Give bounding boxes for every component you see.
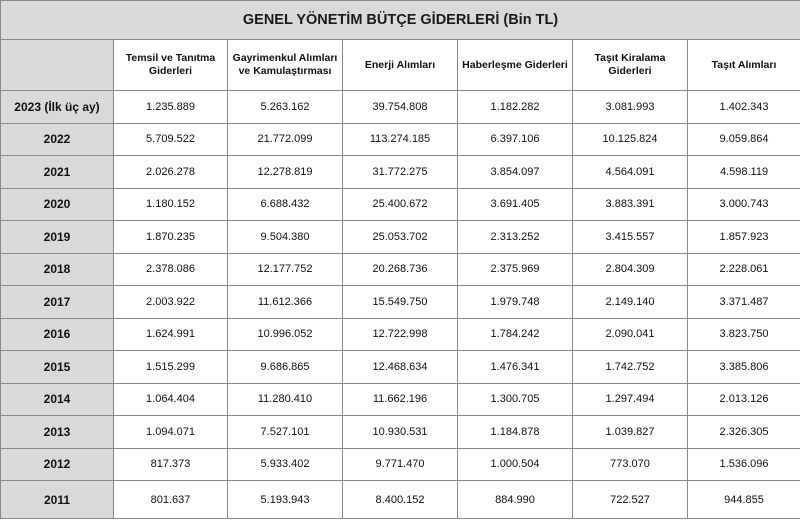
year-cell: 2017	[1, 286, 114, 319]
year-cell: 2018	[1, 253, 114, 286]
value-cell: 1.182.282	[458, 91, 573, 124]
value-cell: 1.039.827	[573, 416, 688, 449]
value-cell: 12.468.634	[343, 351, 458, 384]
header-corner	[1, 40, 114, 91]
value-cell: 12.177.752	[228, 253, 343, 286]
value-cell: 8.400.152	[343, 481, 458, 519]
value-cell: 3.823.750	[688, 318, 800, 351]
value-cell: 9.771.470	[343, 448, 458, 481]
value-cell: 2.378.086	[114, 253, 228, 286]
year-cell: 2014	[1, 383, 114, 416]
value-cell: 1.064.404	[114, 383, 228, 416]
value-cell: 1.235.889	[114, 91, 228, 124]
value-cell: 1.297.494	[573, 383, 688, 416]
value-cell: 6.688.432	[228, 188, 343, 221]
value-cell: 2.026.278	[114, 156, 228, 189]
value-cell: 3.883.391	[573, 188, 688, 221]
table-title: GENEL YÖNETİM BÜTÇE GİDERLERİ (Bin TL)	[1, 1, 800, 40]
table-row	[1, 91, 800, 124]
value-cell: 1.784.242	[458, 318, 573, 351]
value-cell: 39.754.808	[343, 91, 458, 124]
value-cell: 3.081.993	[573, 91, 688, 124]
value-cell: 1.184.878	[458, 416, 573, 449]
value-cell: 9.059.864	[688, 123, 800, 156]
value-cell: 7.527.101	[228, 416, 343, 449]
year-cell: 2021	[1, 156, 114, 189]
value-cell: 2.804.309	[573, 253, 688, 286]
value-cell: 1.180.152	[114, 188, 228, 221]
year-cell: 2012	[1, 448, 114, 481]
value-cell: 1.979.748	[458, 286, 573, 319]
value-cell: 1.536.096	[688, 448, 800, 481]
year-cell: 2011	[1, 481, 114, 519]
value-cell: 4.564.091	[573, 156, 688, 189]
value-cell: 2.326.305	[688, 416, 800, 449]
value-cell: 12.278.819	[228, 156, 343, 189]
value-cell: 25.053.702	[343, 221, 458, 254]
value-cell: 2.003.922	[114, 286, 228, 319]
table-row	[1, 286, 800, 319]
value-cell: 25.400.672	[343, 188, 458, 221]
table-row	[1, 253, 800, 286]
value-cell: 3.691.405	[458, 188, 573, 221]
table-row	[1, 123, 800, 156]
year-cell: 2016	[1, 318, 114, 351]
value-cell: 773.070	[573, 448, 688, 481]
value-cell: 1.476.341	[458, 351, 573, 384]
table-row	[1, 448, 800, 481]
value-cell: 944.855	[688, 481, 800, 519]
column-header: Temsil ve Tanıtma Giderleri	[114, 40, 228, 91]
value-cell: 10.930.531	[343, 416, 458, 449]
value-cell: 11.612.366	[228, 286, 343, 319]
value-cell: 1.094.071	[114, 416, 228, 449]
year-cell: 2023 (İlk üç ay)	[1, 91, 114, 124]
table-row	[1, 481, 800, 519]
value-cell: 2.013.126	[688, 383, 800, 416]
value-cell: 9.686.865	[228, 351, 343, 384]
value-cell: 3.371.487	[688, 286, 800, 319]
column-header: Taşıt Alımları	[688, 40, 800, 91]
value-cell: 5.709.522	[114, 123, 228, 156]
column-header: Enerji Alımları	[343, 40, 458, 91]
value-cell: 1.515.299	[114, 351, 228, 384]
column-header: Taşıt Kiralama Giderleri	[573, 40, 688, 91]
value-cell: 5.193.943	[228, 481, 343, 519]
value-cell: 3.385.806	[688, 351, 800, 384]
table-row	[1, 351, 800, 384]
value-cell: 3.415.557	[573, 221, 688, 254]
value-cell: 2.090.041	[573, 318, 688, 351]
value-cell: 4.598.119	[688, 156, 800, 189]
table-body	[1, 91, 800, 519]
value-cell: 20.268.736	[343, 253, 458, 286]
value-cell: 10.996.052	[228, 318, 343, 351]
table-row	[1, 318, 800, 351]
table-row	[1, 221, 800, 254]
value-cell: 11.280.410	[228, 383, 343, 416]
table-row	[1, 416, 800, 449]
value-cell: 5.263.162	[228, 91, 343, 124]
value-cell: 1.000.504	[458, 448, 573, 481]
value-cell: 3.000.743	[688, 188, 800, 221]
value-cell: 21.772.099	[228, 123, 343, 156]
value-cell: 5.933.402	[228, 448, 343, 481]
value-cell: 15.549.750	[343, 286, 458, 319]
value-cell: 3.854.097	[458, 156, 573, 189]
year-cell: 2013	[1, 416, 114, 449]
value-cell: 10.125.824	[573, 123, 688, 156]
value-cell: 722.527	[573, 481, 688, 519]
value-cell: 11.662.196	[343, 383, 458, 416]
value-cell: 1.742.752	[573, 351, 688, 384]
table-row	[1, 383, 800, 416]
value-cell: 1.624.991	[114, 318, 228, 351]
value-cell: 801.637	[114, 481, 228, 519]
value-cell: 2.149.140	[573, 286, 688, 319]
value-cell: 884.990	[458, 481, 573, 519]
column-header: Gayrimenkul Alımları ve Kamulaştırması	[228, 40, 343, 91]
year-cell: 2022	[1, 123, 114, 156]
table-row	[1, 188, 800, 221]
year-cell: 2020	[1, 188, 114, 221]
value-cell: 2.228.061	[688, 253, 800, 286]
value-cell: 1.300.705	[458, 383, 573, 416]
value-cell: 1.870.235	[114, 221, 228, 254]
value-cell: 113.274.185	[343, 123, 458, 156]
year-cell: 2019	[1, 221, 114, 254]
column-header: Haberleşme Giderleri	[458, 40, 573, 91]
value-cell: 12.722.998	[343, 318, 458, 351]
value-cell: 2.375.969	[458, 253, 573, 286]
value-cell: 6.397.106	[458, 123, 573, 156]
value-cell: 2.313.252	[458, 221, 573, 254]
value-cell: 1.857.923	[688, 221, 800, 254]
value-cell: 817.373	[114, 448, 228, 481]
value-cell: 9.504.380	[228, 221, 343, 254]
year-cell: 2015	[1, 351, 114, 384]
table-row	[1, 156, 800, 189]
value-cell: 1.402.343	[688, 91, 800, 124]
value-cell: 31.772.275	[343, 156, 458, 189]
